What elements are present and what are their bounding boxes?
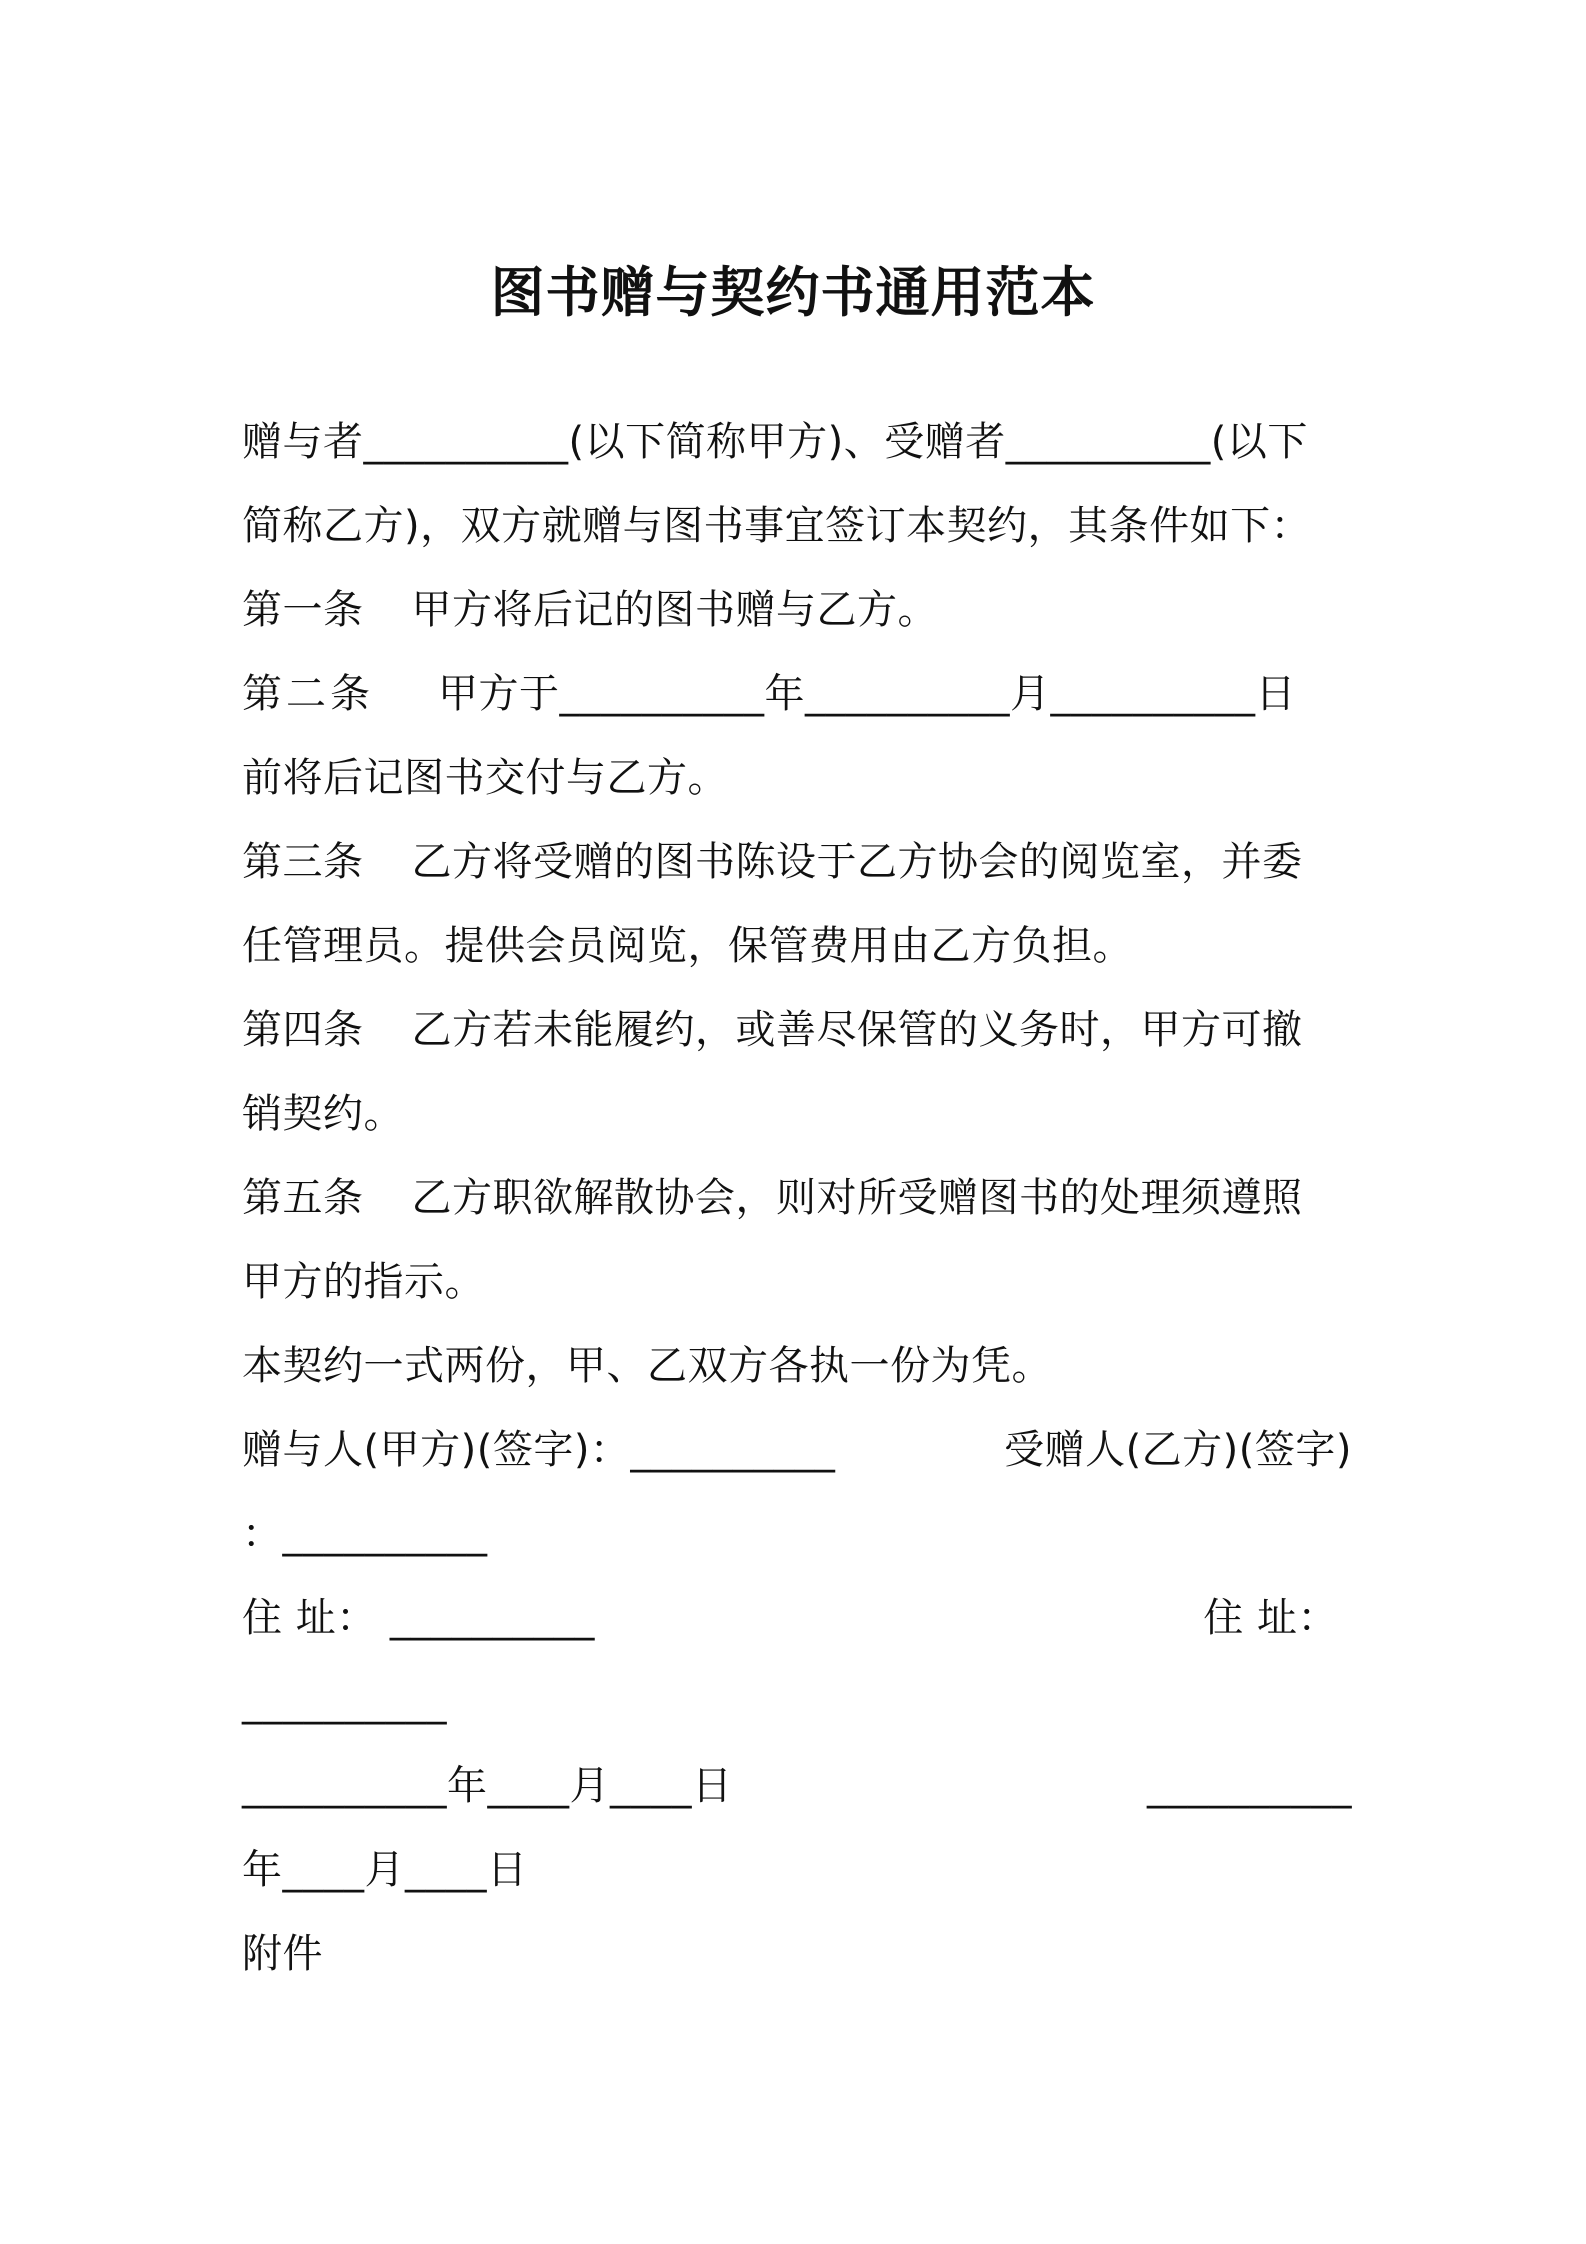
- article-1-text: 甲方将后记的图书赠与乙方。: [411, 587, 938, 633]
- article-5-line-2: 甲方的指示。: [242, 1259, 485, 1305]
- copies-clause: 本契约一式两份，甲、乙双方各执一份为凭。: [242, 1343, 1052, 1389]
- donee-signature-blank: ：__________: [242, 1511, 488, 1557]
- article-4-text: 乙方若未能履约，或善尽保管的义务时，甲方可撤: [411, 1007, 1303, 1053]
- article-2: [242, 664, 1352, 724]
- article-1: [242, 580, 1352, 640]
- article-2-line-2: 前将后记图书交付与乙方。: [242, 755, 728, 801]
- article-4: [242, 1000, 1352, 1060]
- donee-address: 住 址：: [1203, 1595, 1338, 1641]
- article-2-text: 甲方于__________年__________月__________日: [438, 671, 1296, 717]
- attachment-label: 附件: [242, 1931, 323, 1977]
- intro-line-1: 赠与者__________(以下简称甲方)、受赠者__________(以下: [242, 419, 1308, 465]
- donee-signature: 受赠人(乙方)(签字): [1004, 1427, 1352, 1473]
- signature-row: [242, 1420, 1352, 1480]
- date-row: [242, 1756, 1352, 1816]
- article-3: [242, 832, 1352, 892]
- article-3-label: 第三条: [242, 839, 364, 885]
- article-4-line-2: 销契约。: [242, 1091, 404, 1137]
- article-4-label: 第四条: [242, 1007, 364, 1053]
- article-2-label: 第二条: [242, 671, 374, 717]
- address-row: [242, 1588, 1352, 1648]
- article-5: [242, 1168, 1352, 1228]
- donor-address: 住 址： __________: [242, 1595, 595, 1641]
- donee-date: 年____月____日: [242, 1847, 528, 1893]
- intro-line-2: 简称乙方)，双方就赠与图书事宜签订本契约，其条件如下：: [242, 503, 1312, 549]
- document-title: 图书赠与契约书通用范本: [490, 261, 1096, 324]
- donor-signature: 赠与人(甲方)(签字)：__________: [242, 1427, 836, 1473]
- article-1-label: 第一条: [242, 587, 364, 633]
- article-3-line-2: 任管理员。提供会员阅览，保管费用由乙方负担。: [242, 923, 1133, 969]
- donee-date-blank: __________: [1147, 1763, 1352, 1809]
- article-5-label: 第五条: [242, 1175, 364, 1221]
- article-5-text: 乙方职欲解散协会，则对所受赠图书的处理须遵照: [411, 1175, 1303, 1221]
- donor-date: __________年____月____日: [242, 1763, 733, 1809]
- article-3-text: 乙方将受赠的图书陈设于乙方协会的阅览室，并委: [411, 839, 1303, 885]
- donee-address-blank: __________: [242, 1679, 447, 1725]
